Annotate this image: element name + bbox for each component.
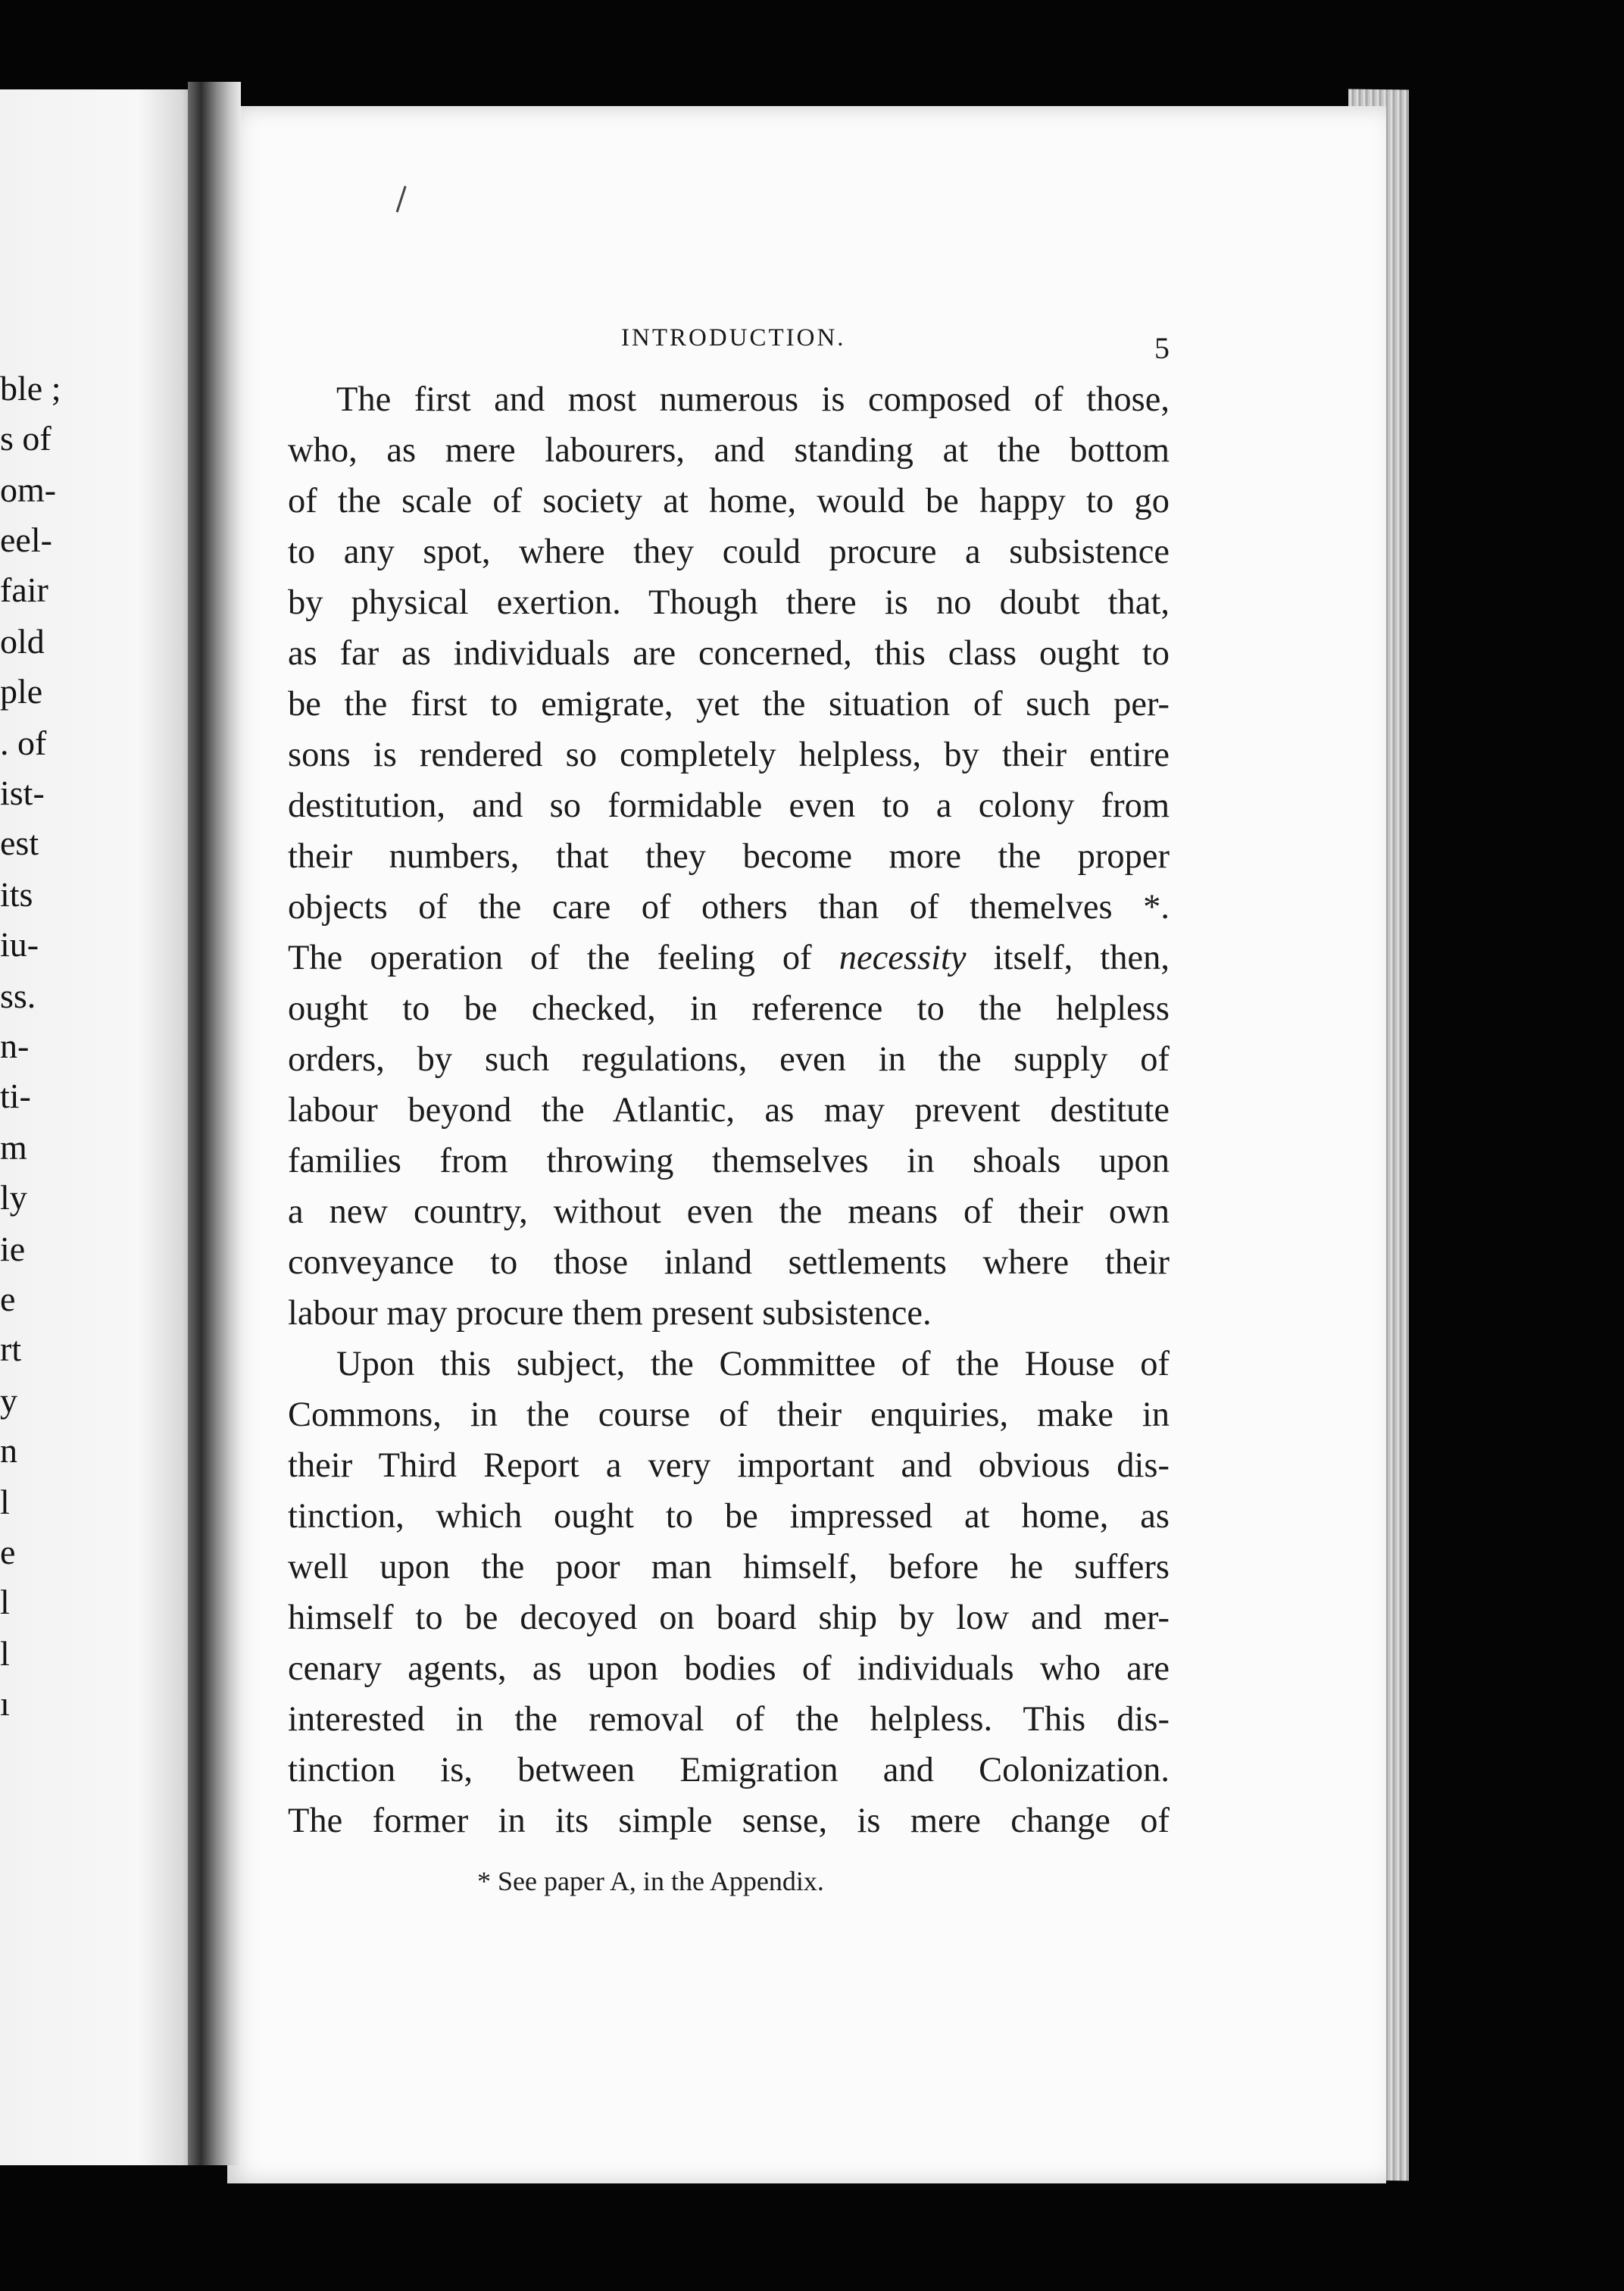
text-line: ought to be checked, in reference to the helpless <box>288 989 1170 1028</box>
facing-page-line: iu- <box>0 925 39 964</box>
facing-page-line: ble ; <box>0 369 61 408</box>
text-line: as far as individuals are concerned, this class ought to <box>288 634 1170 673</box>
text-line: by physical exertion. Though there is no doubt that, <box>288 583 1170 622</box>
book-gutter <box>188 82 241 2165</box>
text-line: their Third Report a very important and obvious dis- <box>288 1446 1170 1485</box>
facing-page-line: l <box>0 1483 10 1521</box>
facing-page-line: ie <box>0 1230 26 1268</box>
facing-page-line: eel- <box>0 520 52 559</box>
facing-page-line: ly <box>0 1178 27 1217</box>
facing-page-line: y <box>0 1381 17 1420</box>
text-line: orders, by such regulations, even in the supply of <box>288 1040 1170 1079</box>
text-line: a new country, without even the means of their own <box>288 1192 1170 1231</box>
facing-page-line: e <box>0 1533 16 1571</box>
text-line: himself to be decoyed on board ship by low and mer- <box>288 1599 1170 1637</box>
facing-page-line: ist- <box>0 774 45 812</box>
text-line: sons is rendered so completely helpless, by their entire <box>288 736 1170 774</box>
body-text <box>288 374 1170 1846</box>
facing-page-line: ı <box>0 1684 10 1723</box>
text-segment: The operation of the feeling of <box>288 939 839 977</box>
text-line: destitution, and so formidable even to a colony from <box>288 786 1170 825</box>
text-line-with-emphasis <box>288 933 1170 983</box>
text-line: well upon the poor man himself, before he suffers <box>288 1548 1170 1586</box>
facing-page-line: old <box>0 622 45 661</box>
facing-page-line: om- <box>0 470 57 509</box>
facing-page-line: e <box>0 1280 16 1318</box>
facing-page-line: s of <box>0 419 52 458</box>
text-line: their numbers, that they become more the proper <box>288 837 1170 876</box>
facing-page-line: l <box>0 1634 10 1673</box>
text-line: interested in the removal of the helpless. This dis- <box>288 1700 1170 1739</box>
text-line: tinction is, between Emigration and Colonization. <box>288 1751 1170 1789</box>
facing-page-line: . of <box>0 724 47 762</box>
footnote: * See paper A, in the Appendix. <box>477 1866 824 1896</box>
text-line: to any spot, where they could procure a subsistence <box>288 533 1170 571</box>
text-line: be the first to emigrate, yet the situation of such per- <box>288 685 1170 724</box>
facing-page-line: ti- <box>0 1077 31 1115</box>
text-line: The first and most numerous is composed of those, <box>336 380 1170 419</box>
facing-page-line: fair <box>0 570 48 609</box>
text-line: who, as mere labourers, and standing at the bottom <box>288 431 1170 470</box>
text-line: labour beyond the Atlantic, as may prevent destitute <box>288 1091 1170 1130</box>
facing-page-line: est <box>0 824 39 862</box>
text-line: cenary agents, as upon bodies of individuals who are <box>288 1649 1170 1688</box>
text-line: Commons, in the course of their enquiries, make in <box>288 1396 1170 1434</box>
text-line: Upon this subject, the Committee of the House of <box>336 1345 1170 1383</box>
text-line: families from throwing themselves in shoals upon <box>288 1142 1170 1180</box>
facing-page-line: l <box>0 1583 10 1621</box>
facing-page-line: n <box>0 1431 17 1470</box>
facing-page-line: rt <box>0 1330 22 1368</box>
facing-page-line: its <box>0 875 33 914</box>
facing-page-line: m <box>0 1128 27 1167</box>
text-line: conveyance to those inland settlements where their <box>288 1243 1170 1282</box>
text-line: of the scale of society at home, would be happy to go <box>288 482 1170 520</box>
text-line: The former in its simple sense, is mere change of <box>288 1802 1170 1840</box>
running-head: INTRODUCTION. <box>621 324 846 352</box>
facing-page-fragment <box>0 89 198 2165</box>
facing-page-line: ss. <box>0 977 36 1015</box>
text-segment: itself, then, <box>966 939 1170 977</box>
facing-page-line: ple <box>0 672 43 711</box>
italic-word: necessity <box>839 939 967 977</box>
facing-page-line: n- <box>0 1027 30 1065</box>
text-line: labour may procure them present subsistence. <box>288 1294 932 1333</box>
text-line: objects of the care of others than of themelves *. <box>288 888 1170 927</box>
page-number: 5 <box>1154 331 1170 365</box>
text-line: tinction, which ought to be impressed at home, as <box>288 1497 1170 1536</box>
